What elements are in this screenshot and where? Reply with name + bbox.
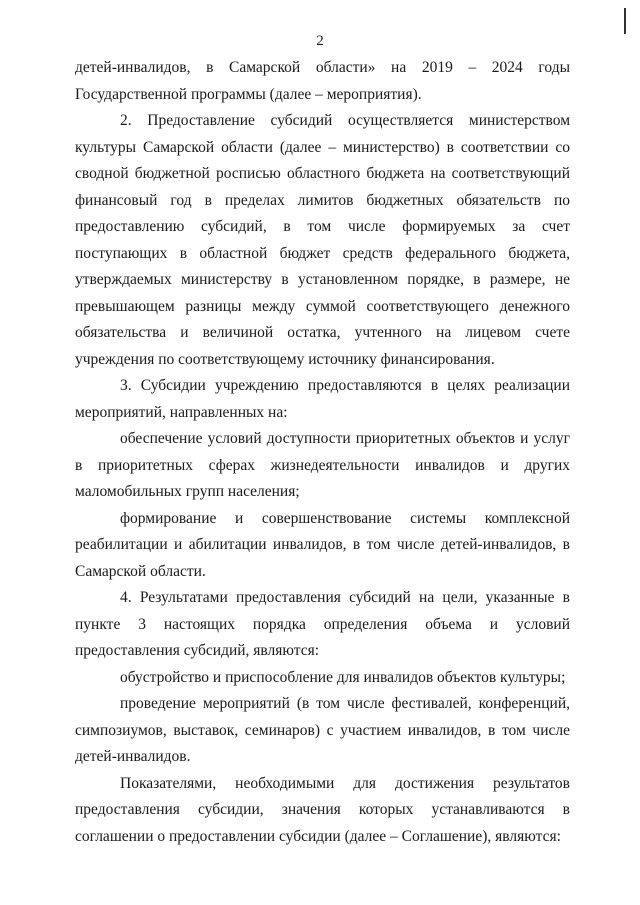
scan-artifact-mark xyxy=(624,8,626,34)
paragraph-6: 4. Результатами предоставления субсидий на цели, указанные в пункте 3 настоящих порядка определения объема и условий предоставления субсидий, являются: xyxy=(75,589,570,659)
document-body xyxy=(75,55,570,850)
page-number: 2 xyxy=(316,33,324,49)
paragraph-1: детей-инвалидов, в Самарской области» на 2019 – 2024 годы Государственной программы (далее – мероприятия). xyxy=(75,59,570,103)
paragraph-9: Показателями, необходимыми для достижения результатов предоставления субсидии, значения которых устанавливаются в соглашении о предоставлении субсидии (далее – Соглашение), являются: xyxy=(75,774,570,845)
paragraph-8: проведение мероприятий (в том числе фестивалей, конференций, симпозиумов, выставок, семинаров) с участием инвалидов, в том числе детей-инвалидов. xyxy=(75,695,570,765)
paragraph-7: обустройство и приспособление для инвалидов объектов культуры; xyxy=(120,668,566,686)
paragraph-4: обеспечение условий доступности приоритетных объектов и услуг в приоритетных сферах жизнедеятельности инвалидов и других маломобильных групп населения; xyxy=(75,430,570,500)
paragraph-5: формирование и совершенствование системы комплексной реабилитации и абилитации инвалидов, в том числе детей-инвалидов, в Самарской области. xyxy=(75,509,570,580)
paragraph-3: 3. Субсидии учреждению предоставляются в целях реализации мероприятий, направленных на: xyxy=(75,377,570,421)
paragraph-2: 2. Предоставление субсидий осуществляется министерством культуры Самарской области (далее – министерство) в соответствии со сводной бюджетной росписью областного бюджета на соответствующий финансовый год в пределах лимитов бюджетных обязательств по предоставлению субсидий, в том числе формируемых за счет поступающих в областной бюджет средств федерального бюджета, утверждаемых министерству в установленном порядке, в размере, не превышающем разницы между суммой соответствующего денежного обязательства и величиной остатка, учтенного на лицевом счете учреждения по соответствующему источнику финансирования. xyxy=(75,112,570,368)
